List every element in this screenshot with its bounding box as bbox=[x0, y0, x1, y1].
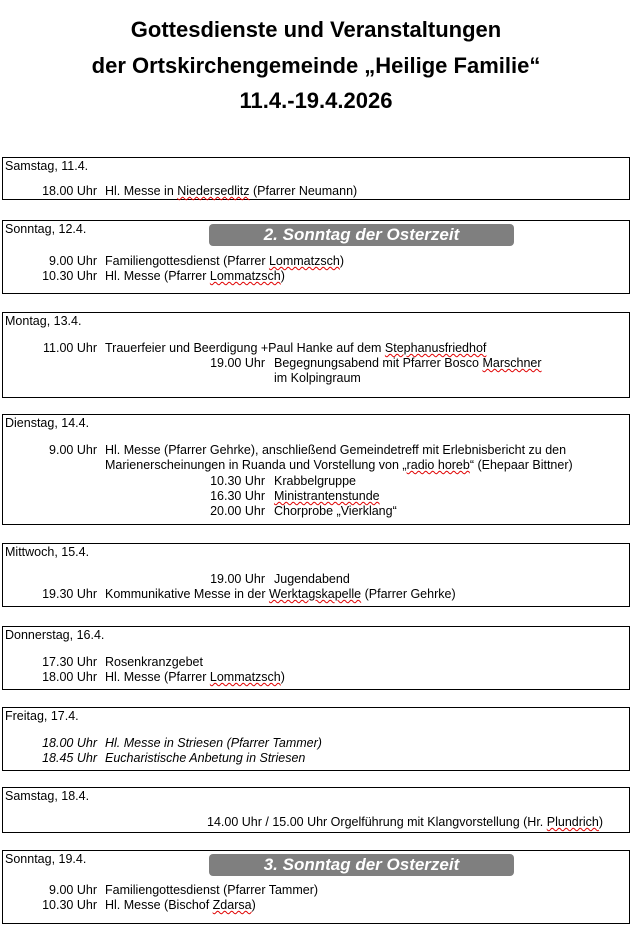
entry-time: 18.00 Uhr bbox=[42, 670, 97, 684]
entry-text bbox=[274, 356, 542, 371]
text-segment: Hl. Messe (Pfarrer bbox=[105, 269, 210, 283]
day-label: Donnerstag, 16.4. bbox=[5, 628, 105, 642]
day-section-mittwoch-15 bbox=[2, 543, 630, 607]
day-section-montag-13 bbox=[2, 312, 630, 398]
day-section-sonntag-12 bbox=[2, 220, 630, 294]
day-label: Sonntag, 12.4. bbox=[5, 222, 87, 236]
entry-time: 11.00 Uhr bbox=[43, 341, 97, 355]
entry-time: 9.00 Uhr bbox=[49, 254, 97, 268]
text-segment: ) bbox=[280, 269, 285, 283]
spellcheck-marked-word: Marschner bbox=[482, 356, 542, 370]
entry-text: Chorprobe „Vierklang“ bbox=[274, 504, 397, 518]
entry-text: Krabbelgruppe bbox=[274, 474, 357, 488]
entry-text bbox=[105, 269, 285, 284]
entry-text bbox=[105, 587, 456, 602]
spellcheck-marked-word: Zdarsa bbox=[212, 898, 252, 912]
day-section-sonntag-19 bbox=[2, 850, 630, 924]
entry-time: 10.30 Uhr bbox=[210, 474, 265, 488]
spellcheck-marked-word: Lommatzsch bbox=[268, 254, 340, 268]
text-segment: Familiengottesdienst (Pfarrer bbox=[105, 254, 269, 268]
text-segment: Marienerscheinungen in Ruanda und Vorstellung von „ bbox=[105, 458, 407, 472]
day-label: Sonntag, 19.4. bbox=[5, 852, 87, 866]
text-segment: (Pfarrer Neumann) bbox=[249, 184, 358, 198]
entry-text: Familiengottesdienst (Pfarrer Tammer) bbox=[105, 883, 319, 897]
text-segment: ) bbox=[251, 898, 256, 912]
entry-text-continued: im Kolpingraum bbox=[274, 371, 361, 385]
entry-text: Hl. Messe in Striesen (Pfarrer Tammer) bbox=[105, 736, 322, 750]
entry-text: Eucharistische Anbetung in Striesen bbox=[105, 751, 306, 765]
page-title-dates: 11.4.-19.4.2026 bbox=[239, 88, 393, 113]
text-segment: ) bbox=[280, 670, 285, 684]
entry-time: 9.00 Uhr bbox=[49, 883, 97, 897]
text-segment: Kommunikative Messe in der bbox=[105, 587, 269, 601]
text-segment: Hl. Messe in bbox=[105, 184, 178, 198]
text-segment: ) bbox=[339, 254, 344, 268]
entry-text bbox=[105, 184, 357, 199]
entry-time: 9.00 Uhr bbox=[49, 443, 97, 457]
entry-time: 19.30 Uhr bbox=[42, 587, 97, 601]
spellcheck-marked-word: Niedersedlitz bbox=[177, 184, 250, 198]
day-label: Samstag, 18.4. bbox=[5, 789, 90, 803]
day-label: Samstag, 11.4. bbox=[5, 159, 89, 173]
spellcheck-marked-word: Lommatzsch bbox=[209, 670, 281, 684]
sunday-banner: 2. Sonntag der Osterzeit bbox=[209, 224, 514, 246]
text-segment: Hl. Messe (Bischof bbox=[105, 898, 213, 912]
entry-text: Hl. Messe (Pfarrer Gehrke), anschließend Gemeindetreff mit Erlebnisbericht zu den bbox=[105, 443, 567, 457]
entry-text: Jugendabend bbox=[274, 572, 350, 586]
sunday-banner: 3. Sonntag der Osterzeit bbox=[209, 854, 514, 876]
entry-text bbox=[105, 341, 486, 356]
entry-time: 18.45 Uhr bbox=[42, 751, 97, 765]
entry-text bbox=[105, 254, 344, 269]
spellcheck-marked-word: Ministrantenstunde bbox=[274, 489, 380, 503]
entry-time: 20.00 Uhr bbox=[210, 504, 265, 518]
entry-time: 10.30 Uhr bbox=[42, 898, 97, 912]
day-section-samstag-18 bbox=[2, 787, 630, 833]
day-label: Dienstag, 14.4. bbox=[5, 416, 90, 430]
entry-text bbox=[274, 489, 380, 504]
entry-text bbox=[105, 670, 285, 685]
entry-text bbox=[105, 898, 256, 913]
text-segment: Hl. Messe (Pfarrer bbox=[105, 670, 210, 684]
entry-time: 19.00 Uhr bbox=[210, 356, 265, 370]
spellcheck-marked-word: Plundrich bbox=[546, 815, 599, 829]
text-segment: “ (Ehepaar Bittner) bbox=[469, 458, 573, 472]
entry-time: 10.30 Uhr bbox=[42, 269, 97, 283]
entry-time: 19.00 Uhr bbox=[210, 572, 265, 586]
day-label: Mittwoch, 15.4. bbox=[5, 545, 90, 559]
spellcheck-marked-word: Lommatzsch bbox=[209, 269, 281, 283]
spellcheck-marked-word: Werktagskapelle bbox=[268, 587, 362, 601]
page-title-line-2: der Ortskirchengemeinde „Heilige Familie“ bbox=[91, 53, 541, 78]
text-segment: (Pfarrer Gehrke) bbox=[361, 587, 456, 601]
text-segment: Trauerfeier und Beerdigung +Paul Hanke auf dem bbox=[105, 341, 385, 355]
spellcheck-marked-word: radio horeb bbox=[406, 458, 470, 472]
entry-text: Rosenkranzgebet bbox=[105, 655, 203, 669]
entry-text-continued bbox=[105, 458, 573, 473]
entry-time: 17.30 Uhr bbox=[42, 655, 97, 669]
day-section-donnerstag-16 bbox=[2, 626, 630, 690]
entry-time: 16.30 Uhr bbox=[210, 489, 265, 503]
text-segment: 14.00 Uhr / 15.00 Uhr Orgelführung mit Klangvorstellung (Hr. bbox=[207, 815, 547, 829]
entry-time: 18.00 Uhr bbox=[42, 184, 97, 198]
day-label: Montag, 13.4. bbox=[5, 314, 82, 328]
page-title-line-1: Gottesdienste und Veranstaltungen bbox=[130, 17, 502, 42]
spellcheck-marked-word: Stephanusfriedhof bbox=[384, 341, 487, 355]
day-section-dienstag-14 bbox=[2, 414, 630, 525]
entry-text bbox=[207, 815, 603, 830]
text-segment: Begegnungsabend mit Pfarrer Bosco bbox=[274, 356, 483, 370]
day-section-samstag-11 bbox=[2, 157, 630, 200]
day-section-freitag-17 bbox=[2, 707, 630, 771]
entry-time: 18.00 Uhr bbox=[42, 736, 97, 750]
day-label: Freitag, 17.4. bbox=[5, 709, 79, 723]
text-segment: ) bbox=[598, 815, 604, 829]
